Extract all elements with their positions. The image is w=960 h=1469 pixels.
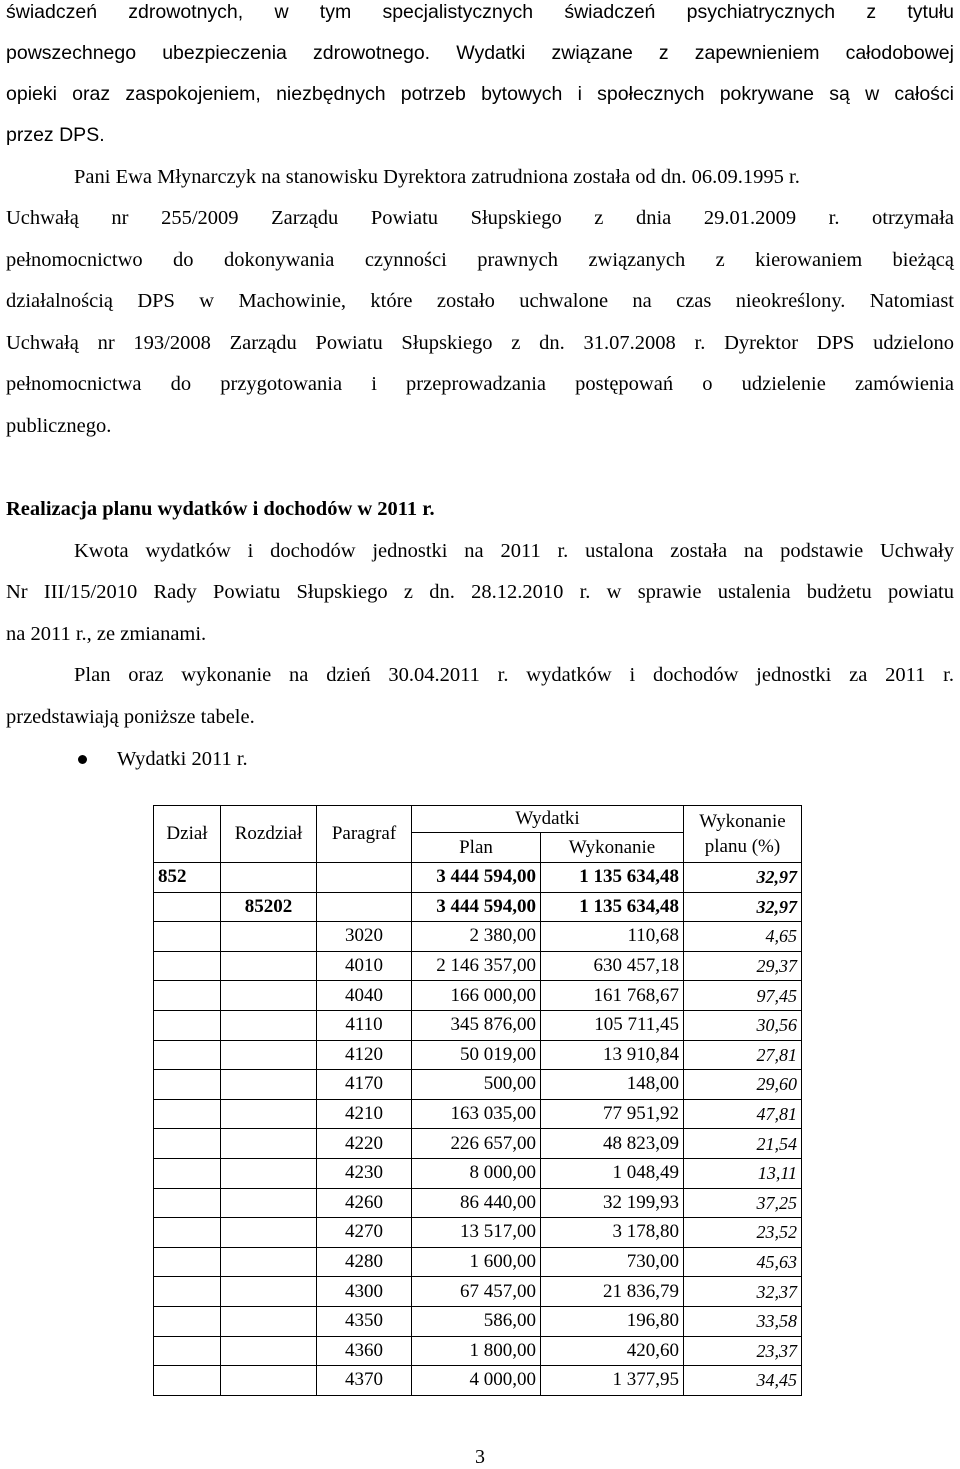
cell-wykonanie: 1 048,49 <box>541 1158 684 1188</box>
cell-plan: 2 380,00 <box>412 922 541 952</box>
cell-dzial <box>154 1010 221 1040</box>
cell-wykonanie: 161 768,67 <box>541 981 684 1011</box>
cell-plan: 2 146 357,00 <box>412 951 541 981</box>
cell-wykonanie: 1 135 634,48 <box>541 892 684 922</box>
cell-pct: 23,52 <box>684 1218 802 1248</box>
table-row <box>154 1366 802 1396</box>
cell-dzial <box>154 1129 221 1159</box>
cell-plan: 166 000,00 <box>412 981 541 1011</box>
cell-wykonanie: 3 178,80 <box>541 1218 684 1248</box>
cell-dzial <box>154 1158 221 1188</box>
cell-paragraf: 3020 <box>317 922 412 952</box>
paragraph-line: przez DPS. <box>6 124 105 146</box>
table-row <box>154 1010 802 1040</box>
cell-plan: 8 000,00 <box>412 1158 541 1188</box>
cell-rozdzial <box>221 1010 317 1040</box>
table-row <box>154 951 802 981</box>
paragraph-line: na 2011 r., ze zmianami. <box>6 623 207 645</box>
cell-wykonanie: 1 135 634,48 <box>541 863 684 893</box>
table-row <box>154 1336 802 1366</box>
table-row <box>154 922 802 952</box>
cell-wykonanie: 21 836,79 <box>541 1277 684 1307</box>
cell-rozdzial <box>221 1188 317 1218</box>
cell-pct: 27,81 <box>684 1040 802 1070</box>
cell-paragraf: 4270 <box>317 1218 412 1248</box>
cell-paragraf: 4350 <box>317 1306 412 1336</box>
cell-pct: 97,45 <box>684 981 802 1011</box>
cell-pct: 13,11 <box>684 1158 802 1188</box>
header-paragraf: Paragraf <box>317 806 412 863</box>
cell-pct: 4,65 <box>684 922 802 952</box>
cell-rozdzial <box>221 1247 317 1277</box>
table-row <box>154 1099 802 1129</box>
cell-plan: 586,00 <box>412 1306 541 1336</box>
cell-pct: 32,37 <box>684 1277 802 1307</box>
cell-dzial <box>154 1099 221 1129</box>
bullet-text: Wydatki 2011 r. <box>117 748 248 770</box>
cell-rozdzial <box>221 863 317 893</box>
header-rozdzial: Rozdział <box>221 806 317 863</box>
expenses-table <box>153 805 802 1396</box>
cell-plan: 67 457,00 <box>412 1277 541 1307</box>
cell-dzial <box>154 1336 221 1366</box>
cell-dzial <box>154 1247 221 1277</box>
cell-plan: 1 600,00 <box>412 1247 541 1277</box>
paragraph-line: Pani Ewa Młynarczyk na stanowisku Dyrektora zatrudniona została od dn. 06.09.1995 r. <box>74 166 800 188</box>
paragraph-line: powszechnego ubezpieczenia zdrowotnego. Wydatki związane z zapewnieniem całodobowej <box>6 42 954 64</box>
cell-paragraf <box>317 892 412 922</box>
cell-rozdzial <box>221 981 317 1011</box>
cell-paragraf: 4110 <box>317 1010 412 1040</box>
table-row <box>154 1070 802 1100</box>
header-plan: Plan <box>412 833 541 863</box>
cell-wykonanie: 420,60 <box>541 1336 684 1366</box>
cell-dzial <box>154 1366 221 1396</box>
table-row <box>154 1247 802 1277</box>
cell-paragraf: 4230 <box>317 1158 412 1188</box>
page-number: 3 <box>475 1446 485 1468</box>
cell-dzial <box>154 1218 221 1248</box>
header-dzial: Dział <box>154 806 221 863</box>
cell-pct: 37,25 <box>684 1188 802 1218</box>
paragraph-line: świadczeń zdrowotnych, w tym specjalistycznych świadczeń psychiatrycznych z tytułu <box>6 1 954 23</box>
cell-plan: 50 019,00 <box>412 1040 541 1070</box>
table-row <box>154 1129 802 1159</box>
cell-pct: 29,60 <box>684 1070 802 1100</box>
cell-rozdzial <box>221 951 317 981</box>
cell-wykonanie: 730,00 <box>541 1247 684 1277</box>
cell-dzial <box>154 922 221 952</box>
cell-wykonanie: 196,80 <box>541 1306 684 1336</box>
cell-dzial <box>154 1277 221 1307</box>
cell-paragraf: 4120 <box>317 1040 412 1070</box>
cell-plan: 1 800,00 <box>412 1336 541 1366</box>
cell-dzial <box>154 1306 221 1336</box>
cell-rozdzial <box>221 1366 317 1396</box>
table-row <box>154 1040 802 1070</box>
cell-plan: 3 444 594,00 <box>412 863 541 893</box>
table-row <box>154 863 802 893</box>
table-row <box>154 1158 802 1188</box>
cell-plan: 226 657,00 <box>412 1129 541 1159</box>
cell-dzial: 852 <box>154 863 221 893</box>
cell-plan: 13 517,00 <box>412 1218 541 1248</box>
cell-plan: 500,00 <box>412 1070 541 1100</box>
cell-paragraf: 4260 <box>317 1188 412 1218</box>
cell-paragraf: 4220 <box>317 1129 412 1159</box>
cell-plan: 4 000,00 <box>412 1366 541 1396</box>
cell-plan: 345 876,00 <box>412 1010 541 1040</box>
cell-pct: 33,58 <box>684 1306 802 1336</box>
paragraph-line: opieki oraz zaspokojeniem, niezbędnych potrzeb bytowych i społecznych pokrywane są w całości <box>6 83 954 105</box>
cell-dzial <box>154 892 221 922</box>
cell-wykonanie: 32 199,93 <box>541 1188 684 1218</box>
table-row <box>154 1277 802 1307</box>
cell-pct: 23,37 <box>684 1336 802 1366</box>
cell-dzial <box>154 951 221 981</box>
paragraph-line: Uchwałą nr 193/2008 Zarządu Powiatu Słupskiego z dn. 31.07.2008 r. Dyrektor DPS udzielono <box>6 332 954 354</box>
cell-rozdzial <box>221 1099 317 1129</box>
table-row <box>154 892 802 922</box>
paragraph-line: przedstawiają poniższe tabele. <box>6 706 255 728</box>
cell-paragraf: 4300 <box>317 1277 412 1307</box>
cell-pct: 34,45 <box>684 1366 802 1396</box>
paragraph-line: Kwota wydatków i dochodów jednostki na 2011 r. ustalona została na podstawie Uchwały <box>74 540 954 562</box>
cell-paragraf <box>317 863 412 893</box>
paragraph-line: pełnomocnictwo do dokonywania czynności prawnych związanych z kierowaniem bieżącą <box>6 249 954 271</box>
paragraph-line: publicznego. <box>6 415 112 437</box>
cell-rozdzial <box>221 1129 317 1159</box>
cell-rozdzial <box>221 1277 317 1307</box>
paragraph-line: Uchwałą nr 255/2009 Zarządu Powiatu Słupskiego z dnia 29.01.2009 r. otrzymała <box>6 207 954 229</box>
cell-pct: 47,81 <box>684 1099 802 1129</box>
cell-wykonanie: 1 377,95 <box>541 1366 684 1396</box>
cell-pct: 30,56 <box>684 1010 802 1040</box>
cell-wykonanie: 110,68 <box>541 922 684 952</box>
header-wydatki: Wydatki <box>412 806 684 833</box>
cell-wykonanie: 13 910,84 <box>541 1040 684 1070</box>
paragraph-line: Nr III/15/2010 Rady Powiatu Słupskiego z dn. 28.12.2010 r. w sprawie ustalenia budżetu powiatu <box>6 581 954 603</box>
cell-paragraf: 4280 <box>317 1247 412 1277</box>
cell-wykonanie: 77 951,92 <box>541 1099 684 1129</box>
cell-rozdzial <box>221 1040 317 1070</box>
table-row <box>154 1188 802 1218</box>
cell-rozdzial: 85202 <box>221 892 317 922</box>
cell-paragraf: 4010 <box>317 951 412 981</box>
table-row <box>154 1306 802 1336</box>
cell-rozdzial <box>221 1306 317 1336</box>
cell-wykonanie: 630 457,18 <box>541 951 684 981</box>
cell-pct: 29,37 <box>684 951 802 981</box>
cell-pct: 32,97 <box>684 863 802 893</box>
cell-plan: 163 035,00 <box>412 1099 541 1129</box>
paragraph-line: działalnością DPS w Machowinie, które zostało uchwalone na czas nieokreślony. Natomiast <box>6 290 954 312</box>
cell-paragraf: 4210 <box>317 1099 412 1129</box>
paragraph-line: pełnomocnictwa do przygotowania i przeprowadzania postępowań o udzielenie zamówienia <box>6 373 954 395</box>
cell-rozdzial <box>221 1218 317 1248</box>
cell-paragraf: 4040 <box>317 981 412 1011</box>
cell-wykonanie: 48 823,09 <box>541 1129 684 1159</box>
paragraph-line: Plan oraz wykonanie na dzień 30.04.2011 r. wydatków i dochodów jednostki za 2011 r. <box>74 664 954 686</box>
cell-dzial <box>154 1040 221 1070</box>
header-wykonanie-planu: Wykonanie planu (%) <box>684 806 802 863</box>
cell-paragraf: 4360 <box>317 1336 412 1366</box>
cell-rozdzial <box>221 1158 317 1188</box>
cell-rozdzial <box>221 922 317 952</box>
bullet-icon <box>78 755 87 764</box>
cell-rozdzial <box>221 1336 317 1366</box>
cell-plan: 3 444 594,00 <box>412 892 541 922</box>
table-row <box>154 981 802 1011</box>
cell-dzial <box>154 1070 221 1100</box>
header-wykonanie: Wykonanie <box>541 833 684 863</box>
table-header-row <box>154 806 802 833</box>
table-row <box>154 1218 802 1248</box>
section-heading: Realizacja planu wydatków i dochodów w 2011 r. <box>6 498 435 520</box>
cell-dzial <box>154 1188 221 1218</box>
cell-wykonanie: 148,00 <box>541 1070 684 1100</box>
cell-paragraf: 4370 <box>317 1366 412 1396</box>
cell-paragraf: 4170 <box>317 1070 412 1100</box>
cell-pct: 32,97 <box>684 892 802 922</box>
cell-pct: 45,63 <box>684 1247 802 1277</box>
cell-wykonanie: 105 711,45 <box>541 1010 684 1040</box>
cell-dzial <box>154 981 221 1011</box>
cell-rozdzial <box>221 1070 317 1100</box>
cell-pct: 21,54 <box>684 1129 802 1159</box>
cell-plan: 86 440,00 <box>412 1188 541 1218</box>
